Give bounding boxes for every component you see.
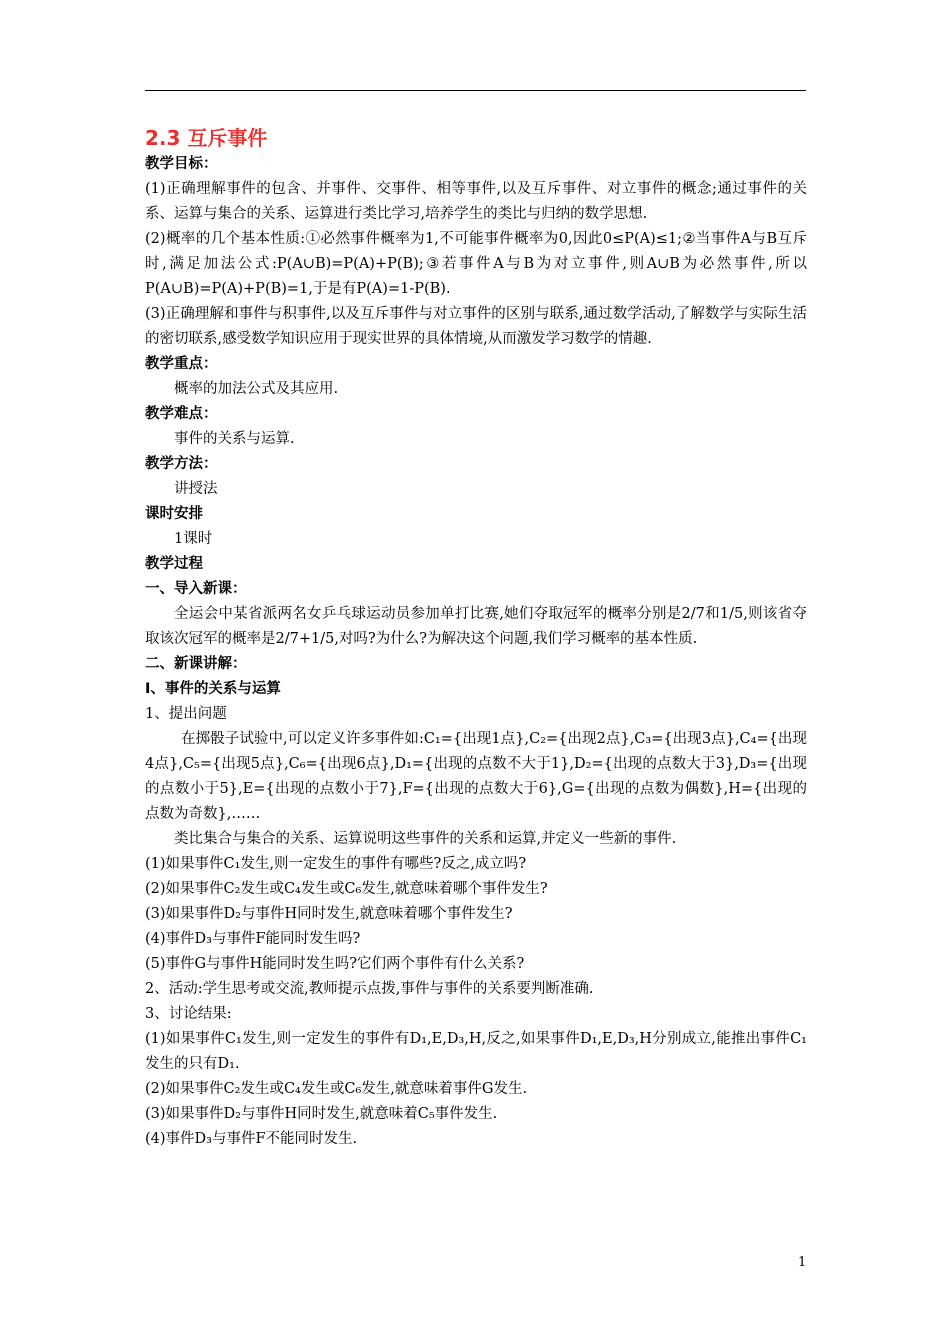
goal-paragraph: (3)正确理解和事件与积事件,以及互斥事件与对立事件的区别与联系,通过数学活动,了解数学与实际生活的密切联系,感受数学知识应用于现实世界的具体情境,从而激发学习数学的情趣. [145,306,807,347]
step-2: 2、活动:学生思考或交流,教师提示点拨,事件与事件的关系要判断准确. [145,981,594,997]
question-item: (3)如果事件D₂与事件H同时发生,就意味着哪个事件发生? [145,906,513,922]
goal-paragraph: (2)概率的几个基本性质:①必然事件概率为1,不可能事件概率为0,因此0≤P(A)≤1;②当事件A与B互斥时,满足加法公式:P(A∪B)=P(A)+P(B);③若事件A与B为对立事件,则A∪B为必然事件,所以P(A∪B)=P(A)+P(B)=1,于是有P(A)=1-P(B). [145,231,807,297]
heading-intro: 一、导入新课： [145,581,247,597]
heading-method: 教学方法： [145,456,218,472]
question-item: (2)如果事件C₂发生或C₄发生或C₆发生,就意味着哪个事件发生? [145,881,548,897]
result-item: (1)如果事件C₁发生,则一定发生的事件有D₁,E,D₃,H,反之,如果事件D₁,E,D₃,H分别成立,能推出事件C₁发生的只有D₁. [145,1031,807,1072]
question-item: (5)事件G与事件H能同时发生吗?它们两个事件有什么关系? [145,956,525,972]
key-points-text: 概率的加法公式及其应用. [174,381,339,397]
question-item: (1)如果事件C₁发生,则一定发生的事件有哪些?反之,成立吗? [145,856,527,872]
heading-process: 教学过程 [145,556,203,572]
page-number: 1 [798,1255,807,1270]
question-item: (4)事件D₃与事件F能同时发生吗? [145,931,361,947]
heading-key-points: 教学重点： [145,356,218,372]
step-3: 3、讨论结果: [145,1006,232,1022]
step-1: 1、提出问题 [145,706,227,722]
difficult-points-text: 事件的关系与运算. [174,431,295,447]
heading-section-1: Ⅰ、事件的关系与运算 [145,681,281,697]
document-body [145,124,807,1152]
dice-events-paragraph: 在掷骰子试验中,可以定义许多事件如:C₁={出现1点},C₂={出现2点},C₃={出现3点},C₄={出现4点},C₅={出现5点},C₆={出现6点},D₁={出现的点数不大于1},D₂={出现的点数大于3},D₃={出现的点数小于5},E={出现的点数小于7},F={出现的点数大于6},G={出现的点数为偶数},H={出现的点数为奇数},…… [145,731,807,822]
heading-schedule: 课时安排 [145,506,203,522]
method-text: 讲授法 [174,481,218,497]
result-item: (2)如果事件C₂发生或C₄发生或C₆发生,就意味着事件G发生. [145,1081,528,1097]
goal-paragraph: (1)正确理解事件的包含、并事件、交事件、相等事件,以及互斥事件、对立事件的概念;通过事件的关系、运算与集合的关系、运算进行类比学习,培养学生的类比与归纳的数学思想. [145,181,807,222]
analogy-paragraph: 类比集合与集合的关系、运算说明这些事件的关系和运算,并定义一些新的事件. [174,831,677,847]
heading-lecture: 二、新课讲解： [145,656,247,672]
heading-difficult-points: 教学难点： [145,406,218,422]
intro-paragraph: 全运会中某省派两名女乒乓球运动员参加单打比赛,她们夺取冠军的概率分别是2/7和1/5,则该省夺取该次冠军的概率是2/7+1/5,对吗?为什么?为解决这个问题,我们学习概率的基本性质. [145,606,807,647]
header-rule [145,90,806,91]
schedule-text: 1课时 [174,531,213,547]
result-item: (4)事件D₃与事件F不能同时发生. [145,1131,358,1147]
heading-goals: 教学目标： [145,156,218,172]
page-title: 2.3 互斥事件 [145,126,268,150]
result-item: (3)如果事件D₂与事件H同时发生,就意味着C₅事件发生. [145,1106,498,1122]
